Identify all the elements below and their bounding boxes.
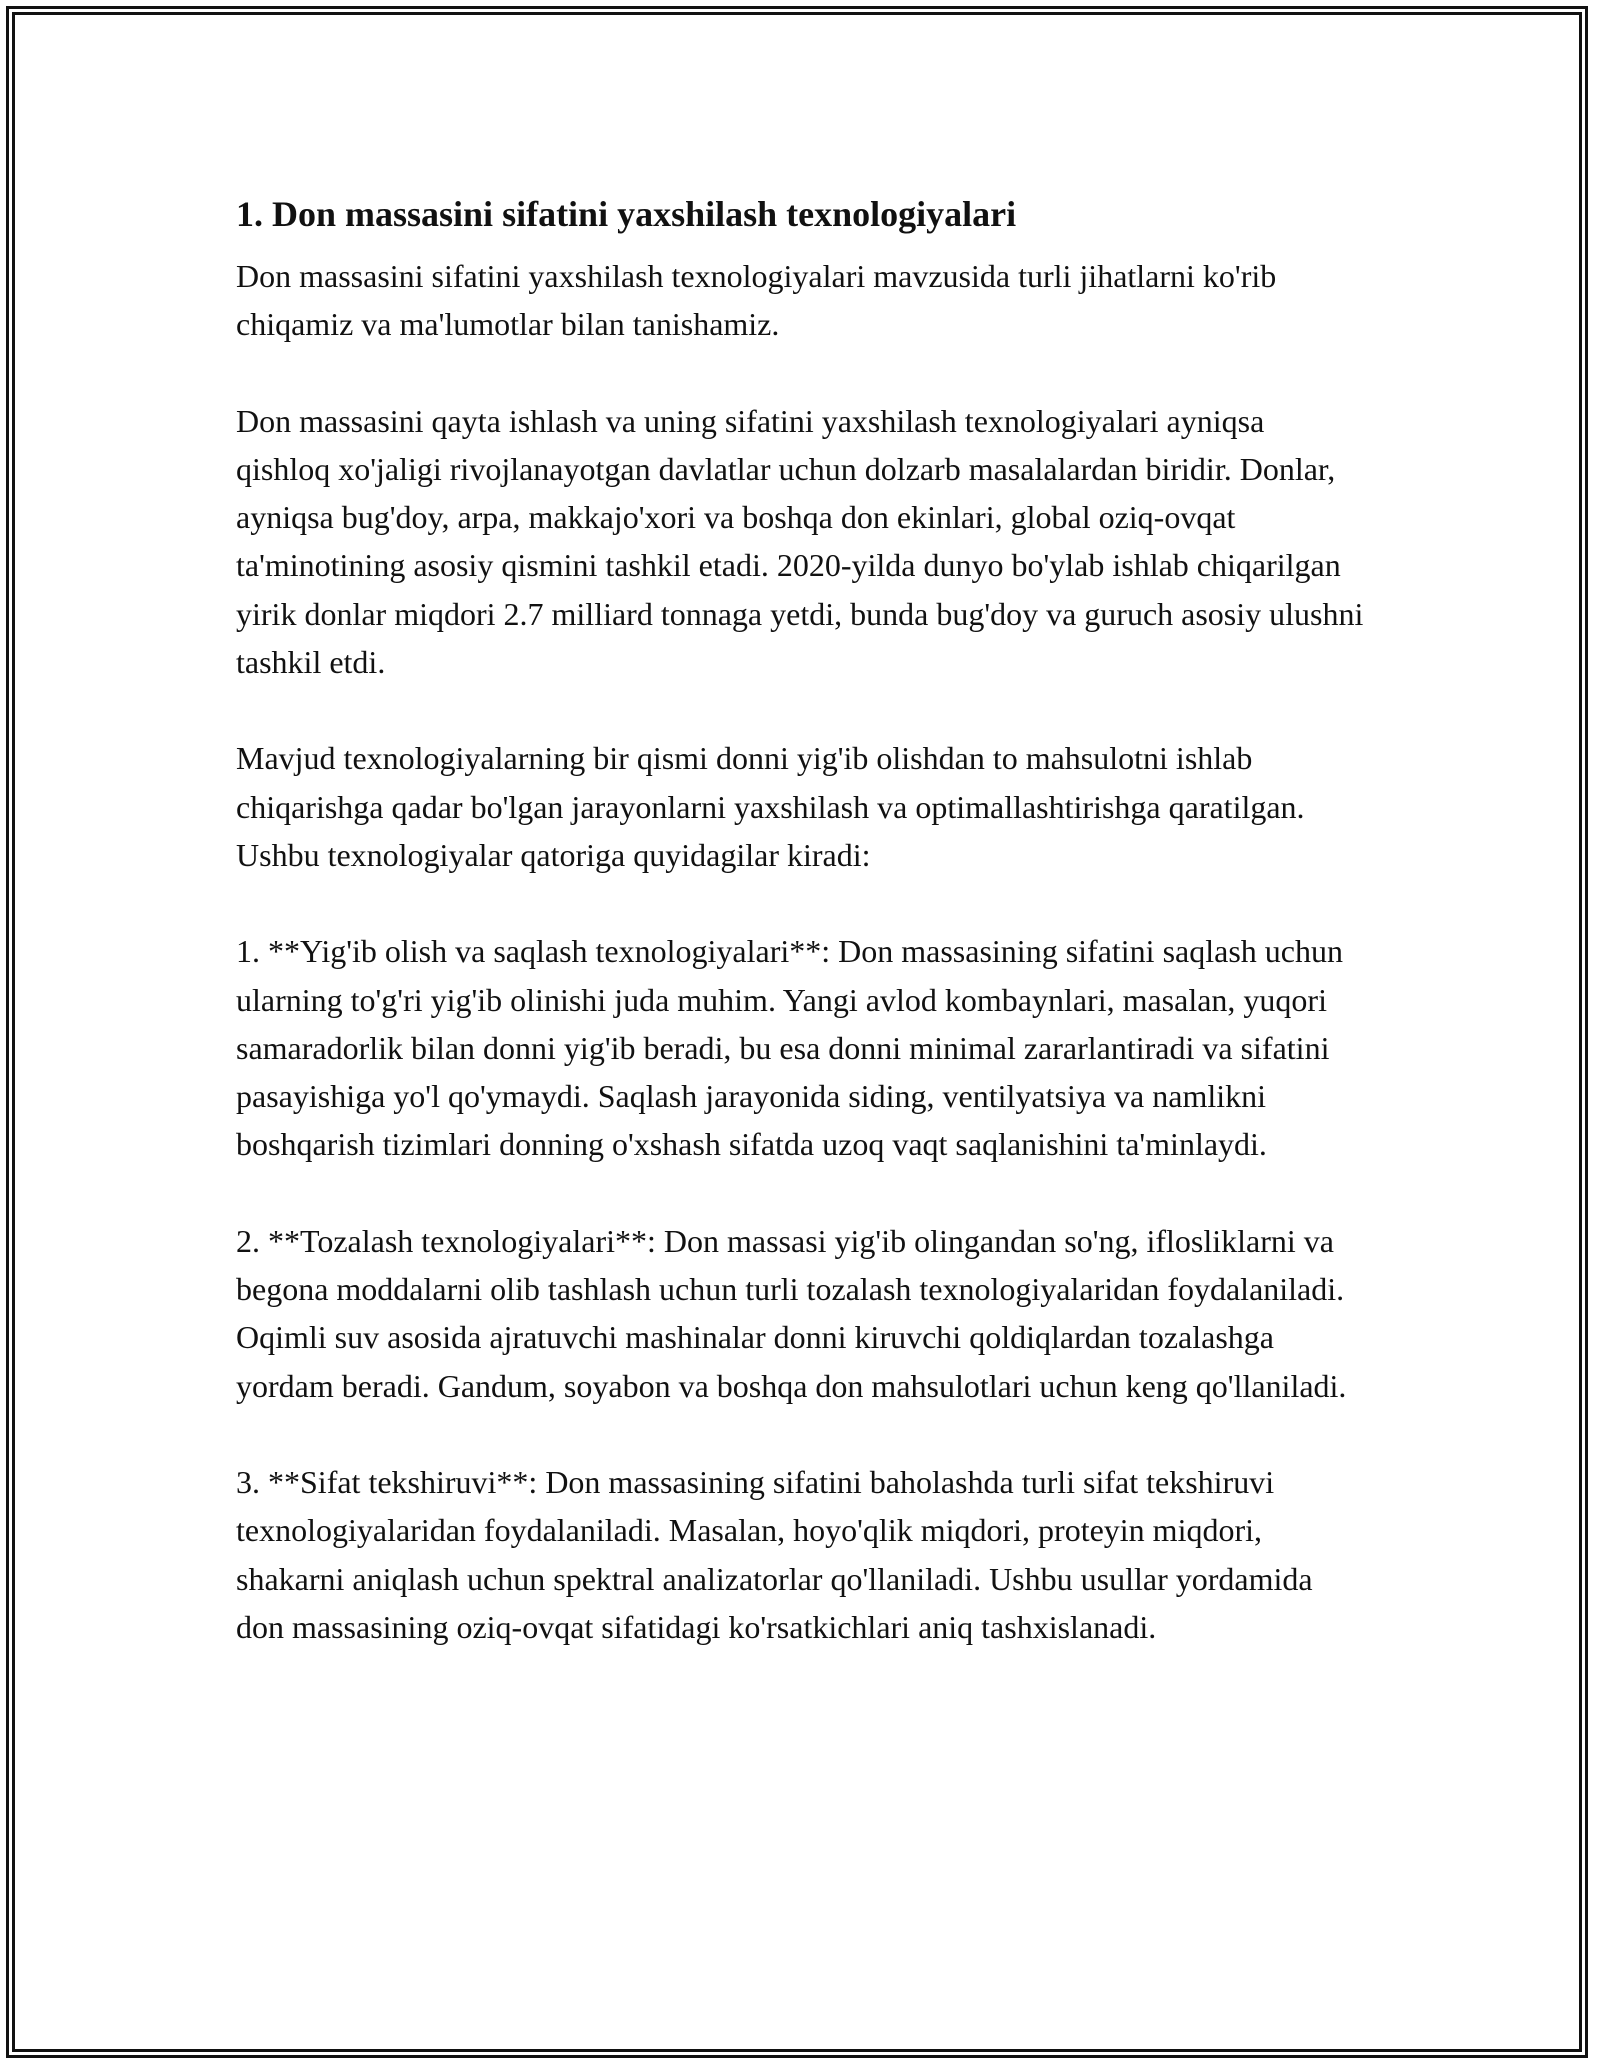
paragraph-context: Don massasini qayta ishlash va uning sifatini yaxshilash texnologiyalari ayniqsa qishloq xo'jaligi rivojlanayotgan davlatlar uchun dolzarb masalalardan biridir. Donlar, ayniqsa bug'doy, arpa, makkajo'xori va boshqa don ekinlari, global oziq-ovqat ta'minotining asosiy qismini tashkil etadi. 2020-yilda dunyo bo'ylab ishlab chiqarilgan yirik donlar miqdori 2.7 milliard tonnaga yetdi, bunda bug'doy va guruch asosiy ulushni tashkil etdi. xyxy=(236,402,1364,681)
document-title: 1. Don massasini sifatini yaxshilash texnologiyalari xyxy=(236,194,1017,234)
paragraph-item-quality-check: 3. **Sifat tekshiruvi**: Don massasining sifatini baholashda turli sifat tekshiruvi texnologiyalaridan foydalaniladi. Masalan, hoyo'qlik miqdori, proteyin miqdori, shakarni aniqlash uchun spektral analizatorlar qo'llaniladi. Ushbu usullar yordamida don massasining oziq-ovqat sifatidagi ko'rsatkichlari aniq tashxislanadi. xyxy=(236,1463,1313,1645)
document-body xyxy=(236,188,1366,1699)
paragraph-technologies-intro: Mavjud texnologiyalarning bir qismi donni yig'ib olishdan to mahsulotni ishlab chiqarishga qadar bo'lgan jarayonlarni yaxshilash va optimallashtirishga qaratilgan. Ushbu texnologiyalar qatoriga quyidagilar kiradi: xyxy=(236,740,1305,873)
paragraph-intro: Don massasini sifatini yaxshilash texnologiyalari mavzusida turli jihatlarni ko'rib chiqamiz va ma'lumotlar bilan tanishamiz. xyxy=(236,258,1277,343)
paragraph-item-cleaning: 2. **Tozalash texnologiyalari**: Don massasi yig'ib olingandan so'ng, iflosliklarni va begona moddalarni olib tashlash uchun turli tozalash texnologiyalaridan foydalaniladi. Oqimli suv asosida ajratuvchi mashinalar donni kiruvchi qoldiqlardan tozalashga yordam beradi. Gandum, soyabon va boshqa don mahsulotlari uchun keng qo'llaniladi. xyxy=(236,1222,1347,1404)
paragraph-item-harvest-storage: 1. **Yig'ib olish va saqlash texnologiyalari**: Don massasining sifatini saqlash uchun ularning to'g'ri yig'ib olinishi juda muhim. Yangi avlod kombaynlari, masalan, yuqori samaradorlik bilan donni yig'ib beradi, bu esa donni minimal zararlantiradi va sifatini pasayishiga yo'l qo'ymaydi. Saqlash jarayonida siding, ventilyatsiya va namlikni boshqarish tizimlari donning o'xshash sifatda uzoq vaqt saqlanishini ta'minlaydi. xyxy=(236,933,1343,1163)
